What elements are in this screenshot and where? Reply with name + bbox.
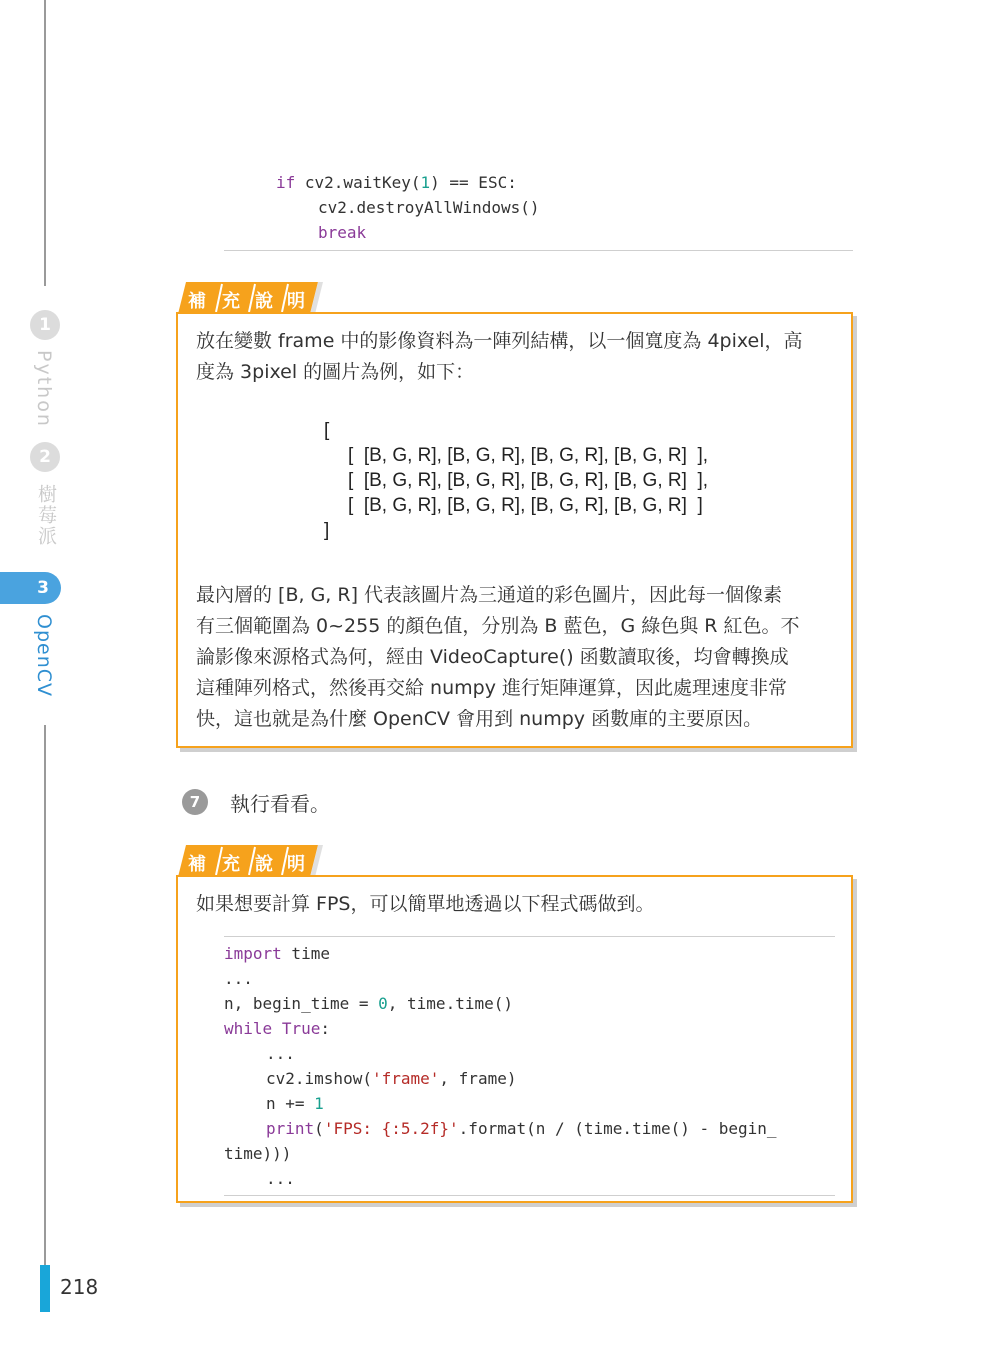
note-intro [196,326,836,388]
code-line: ... [224,969,253,988]
array-close-bracket: ] [324,520,330,541]
code-text: cv2.waitKey( [295,173,421,192]
note-body-line: 論影像來源格式為何，經由 VideoCapture() 函數讀取後，均會轉換成 [196,646,789,668]
array-row: [ [B, G, R], [B, G, R], [B, G, R], [B, G, R] ], [348,470,709,491]
code-line [224,1016,834,1041]
code-number: 1 [314,1094,324,1113]
code-number: 1 [420,173,431,192]
note-tag-char: 明 [287,291,305,312]
code-number: 0 [378,994,388,1013]
chapter-3-title[interactable]: OpenCV [33,614,55,698]
step-text: 執行看看。 [230,792,330,816]
step-number: 7 [182,789,208,815]
code-keyword: break [318,223,367,242]
code-text: ) == ESC: [430,173,517,192]
code-divider [224,1195,835,1196]
code-text: n += [266,1094,315,1113]
code-text [272,1019,282,1038]
chapter-3-number: 3 [37,578,49,598]
note-tag-char: 說 [255,291,273,312]
code-divider [224,250,853,251]
note-tag-char: 補 [188,854,206,875]
code-line: cv2.destroyAllWindows() [318,198,540,217]
code-text: : [320,1019,330,1038]
chapter-3-tab[interactable] [0,572,61,604]
page-number: 218 [60,1275,99,1299]
code-keyword: import [224,944,282,963]
code-keyword: if [276,173,296,192]
note-body-line: 快，這也就是為什麼 OpenCV 會用到 numpy 函數庫的主要原因。 [196,708,763,730]
code-line: time))) [224,1144,292,1163]
code-text: , frame) [439,1069,517,1088]
note-body [196,580,836,735]
code-keyword: while [224,1019,273,1038]
code-text: ( [314,1119,324,1138]
note-body-line: 這種陣列格式，然後再交給 numpy 進行矩陣運算，因此處理速度非常 [196,677,787,699]
note-tag [178,282,323,314]
note-tag [178,845,323,877]
code-text: n, begin_time = [224,994,379,1013]
note-intro-line: 放在變數 frame 中的影像資料為一陣列結構，以一個寬度為 4pixel，高 [196,330,803,352]
page-number-bar [40,1265,50,1312]
code-line [224,1091,834,1116]
code-keyword: print [266,1119,315,1138]
code-line [224,170,853,195]
code-text: cv2.imshow( [266,1069,372,1088]
code-text: , time.time() [387,994,513,1013]
note-intro: 如果想要計算 FPS，可以簡單地透過以下程式碼做到。 [196,893,655,915]
code-text: time [281,944,330,963]
note-tag-char: 充 [222,854,240,875]
note-body-line: 有三個範圍為 0~255 的顏色值，分別為 B 藍色，G 綠色與 R 紅色。不 [196,615,800,637]
code-text: .format(n / (time.time() - begin_ [458,1119,777,1138]
code-line [224,220,853,245]
array-row: [ [B, G, R], [B, G, R], [B, G, R], [B, G, R] ], [348,445,709,466]
note-tag-char: 補 [188,291,206,312]
chapter-2-number[interactable]: 2 [30,442,60,472]
note-tag-char: 明 [287,854,305,875]
chapter-rail-bottom [44,725,46,1265]
code-line [224,1116,834,1141]
code-divider [224,936,835,937]
code-line: ... [266,1169,295,1188]
code-line [224,991,834,1016]
chapter-2-title[interactable]: 樹莓派 [35,484,57,547]
note-box [176,875,853,1203]
chapter-1-title[interactable]: Python [33,350,55,428]
chapter-rail-top [44,0,46,286]
array-open-bracket: [ [324,420,330,441]
code-line [224,1066,834,1091]
note-box [176,312,853,748]
code-snippet [224,941,834,1191]
array-row: [ [B, G, R], [B, G, R], [B, G, R], [B, G, R] ] [348,495,703,516]
code-string: 'FPS: {:5.2f}' [323,1119,459,1138]
note-body-line: 最內層的 [B, G, R] 代表該圖片為三通道的彩色圖片，因此每一個像素 [196,584,783,606]
code-line: ... [266,1044,295,1063]
code-string: 'frame' [371,1069,440,1088]
note-tag-char: 充 [222,291,240,312]
note-intro-line: 度為 3pixel 的圖片為例，如下： [196,361,475,383]
code-line [224,941,834,966]
code-keyword: True [281,1019,321,1038]
note-tag-char: 說 [255,854,273,875]
code-snippet-top [224,170,853,245]
chapter-1-number[interactable]: 1 [30,310,60,340]
